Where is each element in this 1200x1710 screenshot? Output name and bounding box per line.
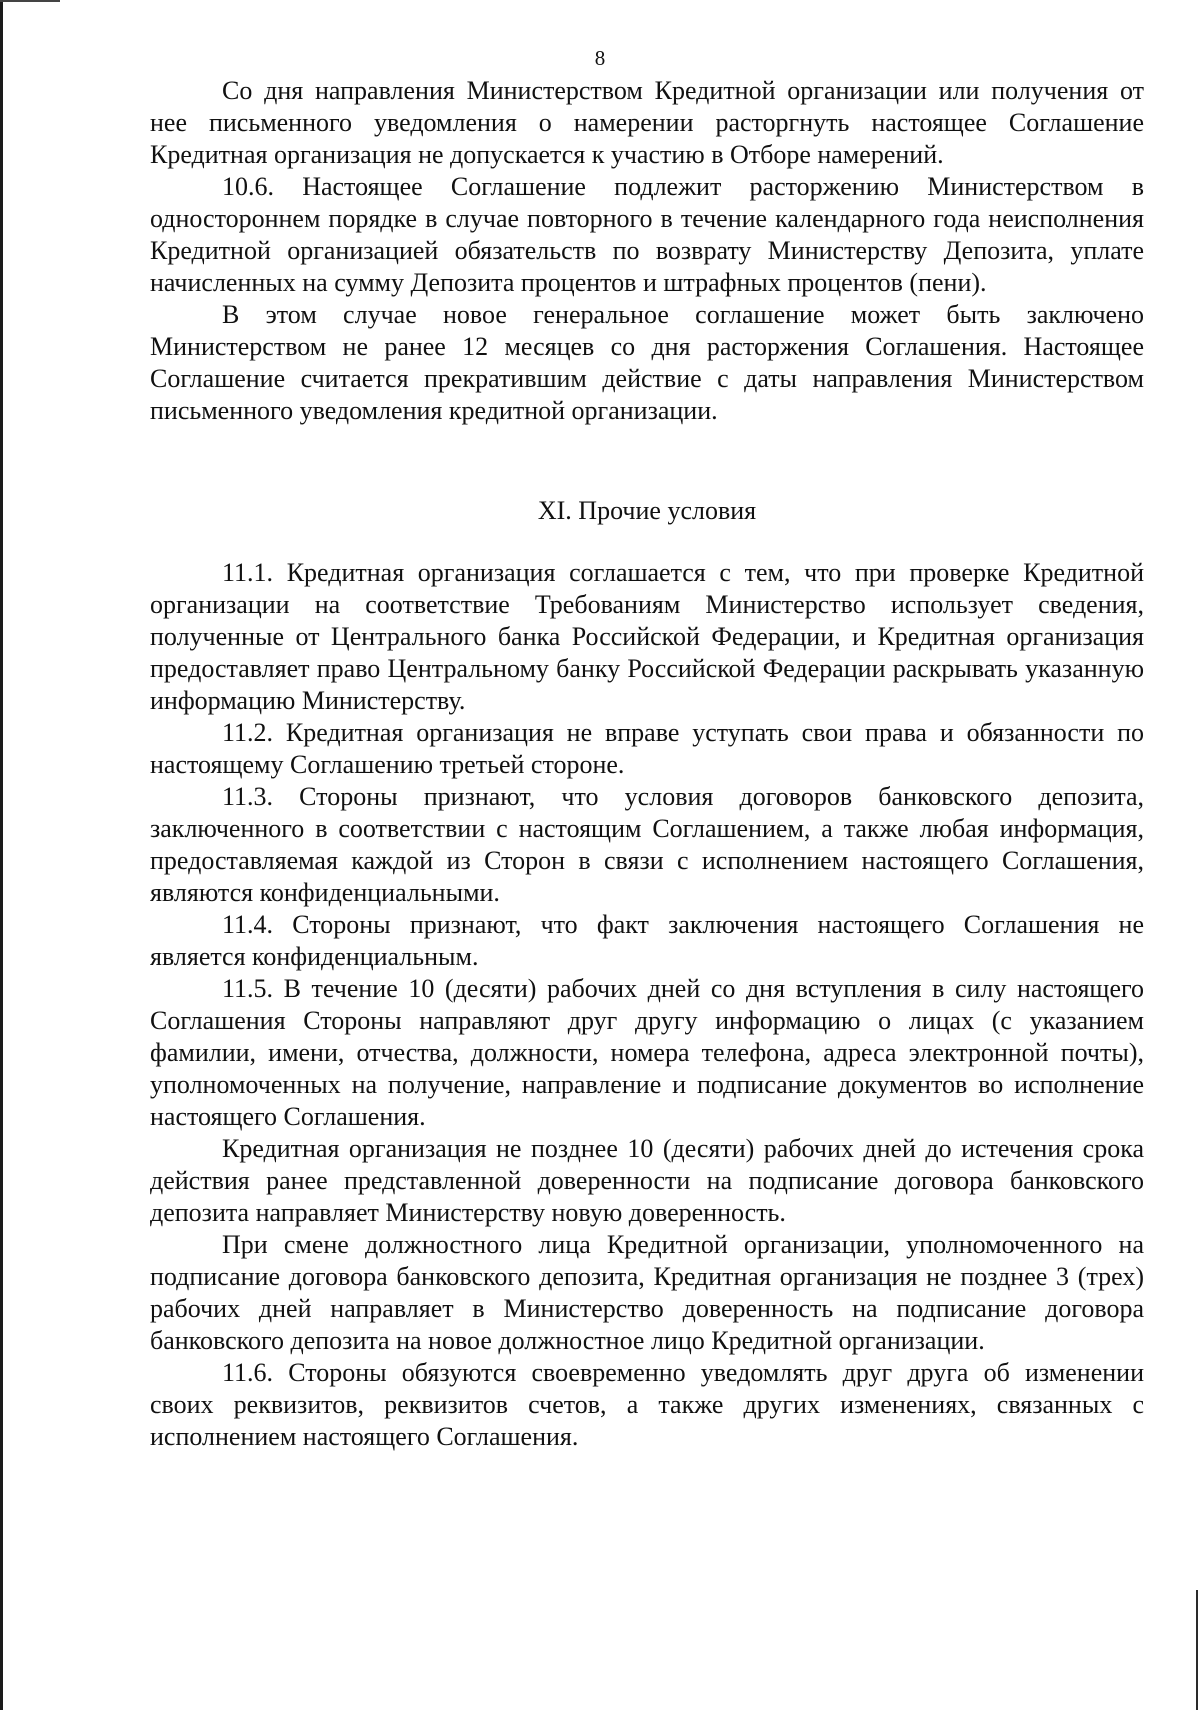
scan-edge-top	[0, 0, 60, 2]
paragraph-11-1: 11.1. Кредитная организация соглашается с тем, что при проверке Кредитной организации на соответствие Требованиям Министерство использует сведения, полученные от Центрального банка Российской Федерации, и Кредитная организация предоставляет право Центральному банку Российской Федерации раскрывать указанную информацию Министерству.	[150, 558, 1144, 715]
scan-edge-left	[0, 0, 3, 1710]
paragraph-11-2: 11.2. Кредитная организация не вправе уступать свои права и обязанности по настоящему Соглашению третьей стороне.	[150, 718, 1144, 779]
scan-edge-right	[1196, 1590, 1198, 1710]
paragraph-power-of-attorney: Кредитная организация не позднее 10 (десяти) рабочих дней до истечения срока действия ранее представленной доверенности на подписание договора банковского депозита направляет Министерству новую доверенность.	[150, 1134, 1144, 1227]
section-title: XI. Прочие условия	[537, 496, 757, 525]
paragraph-10-6: 10.6. Настоящее Соглашение подлежит расторжению Министерством в одностороннем порядке в случае повторного в течение календарного года неисполнения Кредитной организацией обязательств по возврату Министерству Депозита, уплате начисленных на сумму Депозита процентов и штрафных процентов (пени).	[150, 172, 1144, 297]
paragraph-11-6: 11.6. Стороны обязуются своевременно уведомлять друг друга об изменении своих реквизитов, реквизитов счетов, а также других изменениях, связанных с исполнением настоящего Соглашения.	[150, 1358, 1144, 1451]
paragraph-11-5: 11.5. В течение 10 (десяти) рабочих дней со дня вступления в силу настоящего Соглашения Стороны направляют друг другу информацию о лицах (с указанием фамилии, имени, отчества, должности, номера телефона, адреса электронной почты), уполномоченных на получение, направление и подписание документов во исполнение настоящего Соглашения.	[150, 974, 1144, 1131]
paragraph-new-agreement: В этом случае новое генеральное соглашение может быть заключено Министерством не ранее 12 месяцев со дня расторжения Соглашения. Настоящее Соглашение считается прекратившим действие с даты направления Министерством письменного уведомления кредитной организации.	[150, 300, 1144, 425]
paragraph-11-4: 11.4. Стороны признают, что факт заключения настоящего Соглашения не является конфиденциальным.	[150, 910, 1144, 971]
document-body	[150, 75, 1144, 1453]
paragraph-11-3: 11.3. Стороны признают, что условия договоров банковского депозита, заключенного в соответствии с настоящим Соглашением, а также любая информация, предоставляемая каждой из Сторон в связи с исполнением настоящего Соглашения, являются конфиденциальными.	[150, 782, 1144, 907]
page-number: 8	[594, 46, 606, 70]
paragraph-official-change: При смене должностного лица Кредитной организации, уполномоченного на подписание договора банковского депозита, Кредитная организация не позднее 3 (трех) рабочих дней направляет в Министерство доверенность на подписание договора банковского депозита на новое должностное лицо Кредитной организации.	[150, 1230, 1144, 1355]
paragraph-termination-notice: Со дня направления Министерством Кредитной организации или получения от нее письменного уведомления о намерении расторгнуть настоящее Соглашение Кредитная организация не допускается к участию в Отборе намерений.	[150, 76, 1144, 169]
